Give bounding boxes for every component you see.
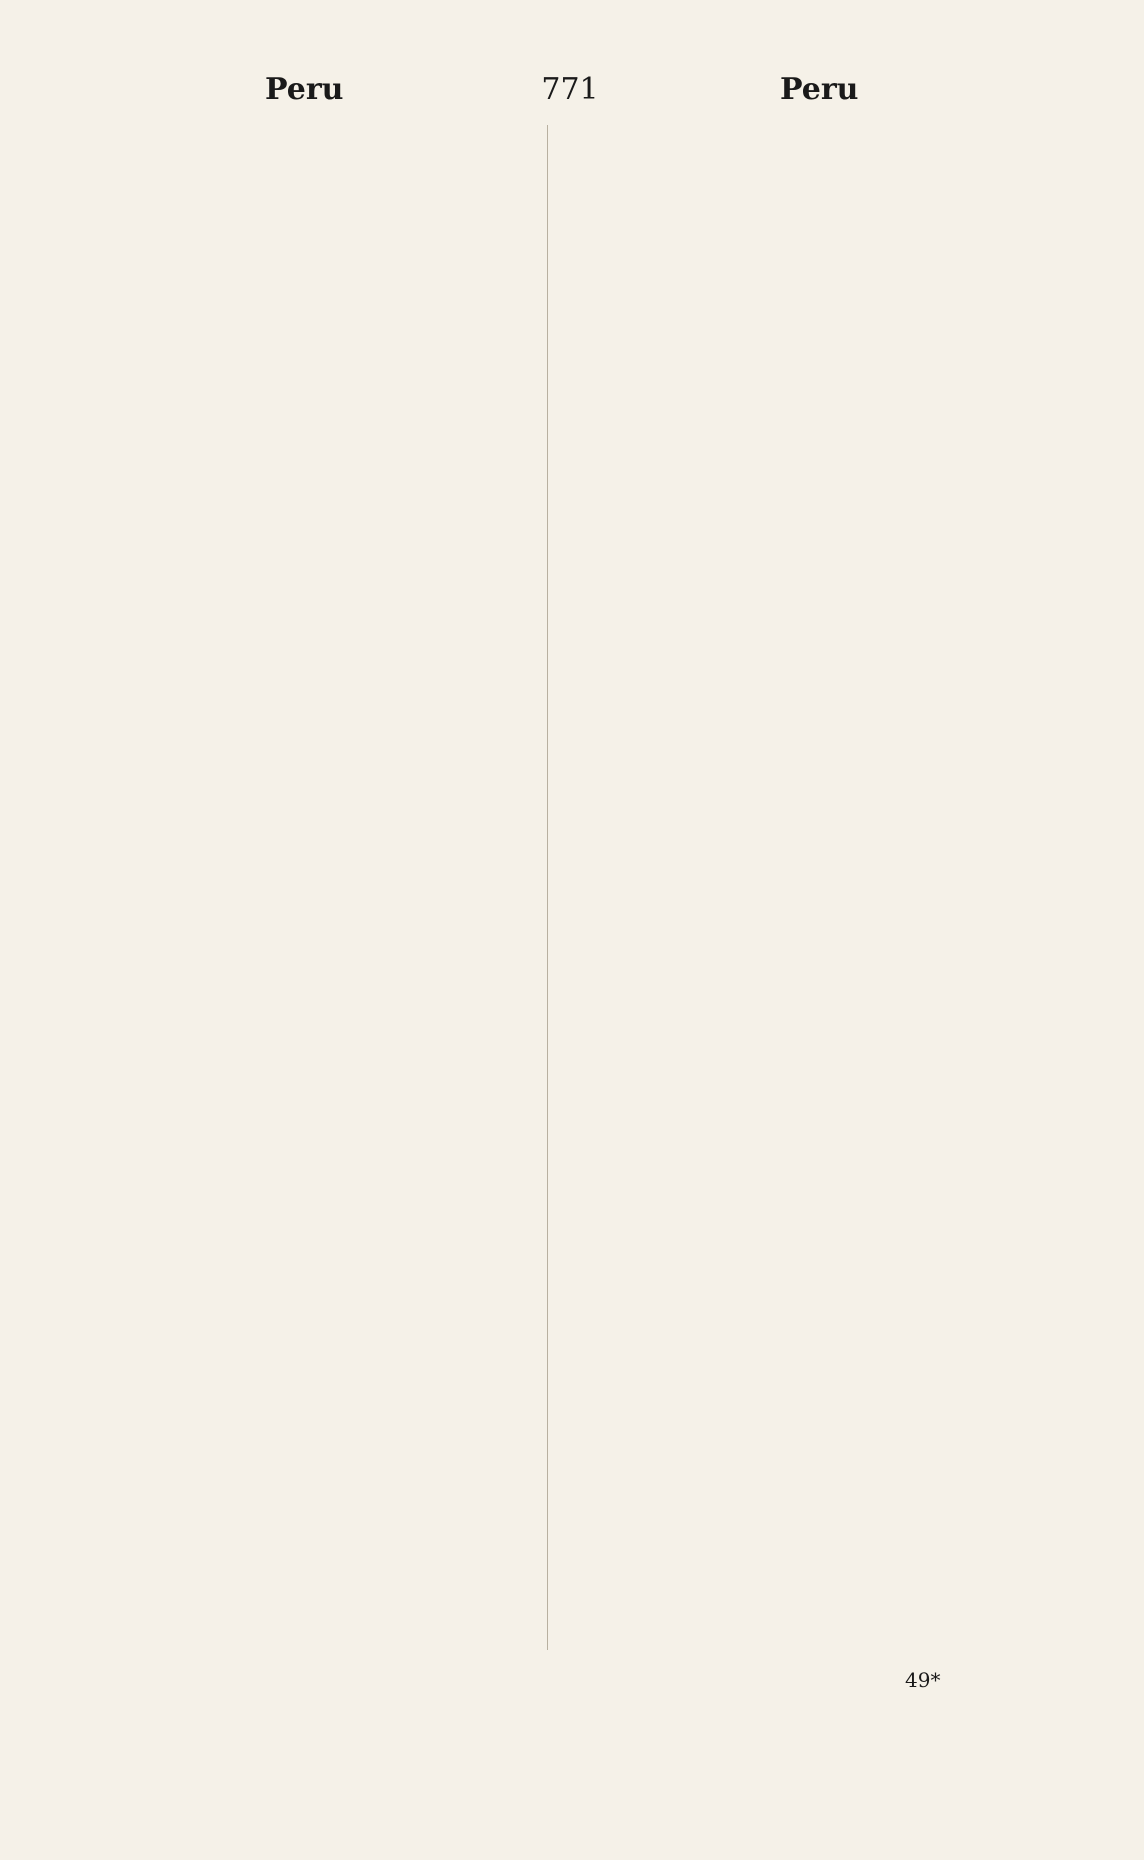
signature-mark: 49* (905, 1668, 941, 1692)
right-column (563, 125, 1040, 1650)
running-header (60, 70, 1080, 120)
left-column (60, 125, 533, 1650)
running-head-right: Peru (780, 72, 859, 107)
page-number: 771 (541, 72, 599, 107)
running-head-left: Peru (265, 72, 344, 107)
column-rule (547, 125, 548, 1650)
